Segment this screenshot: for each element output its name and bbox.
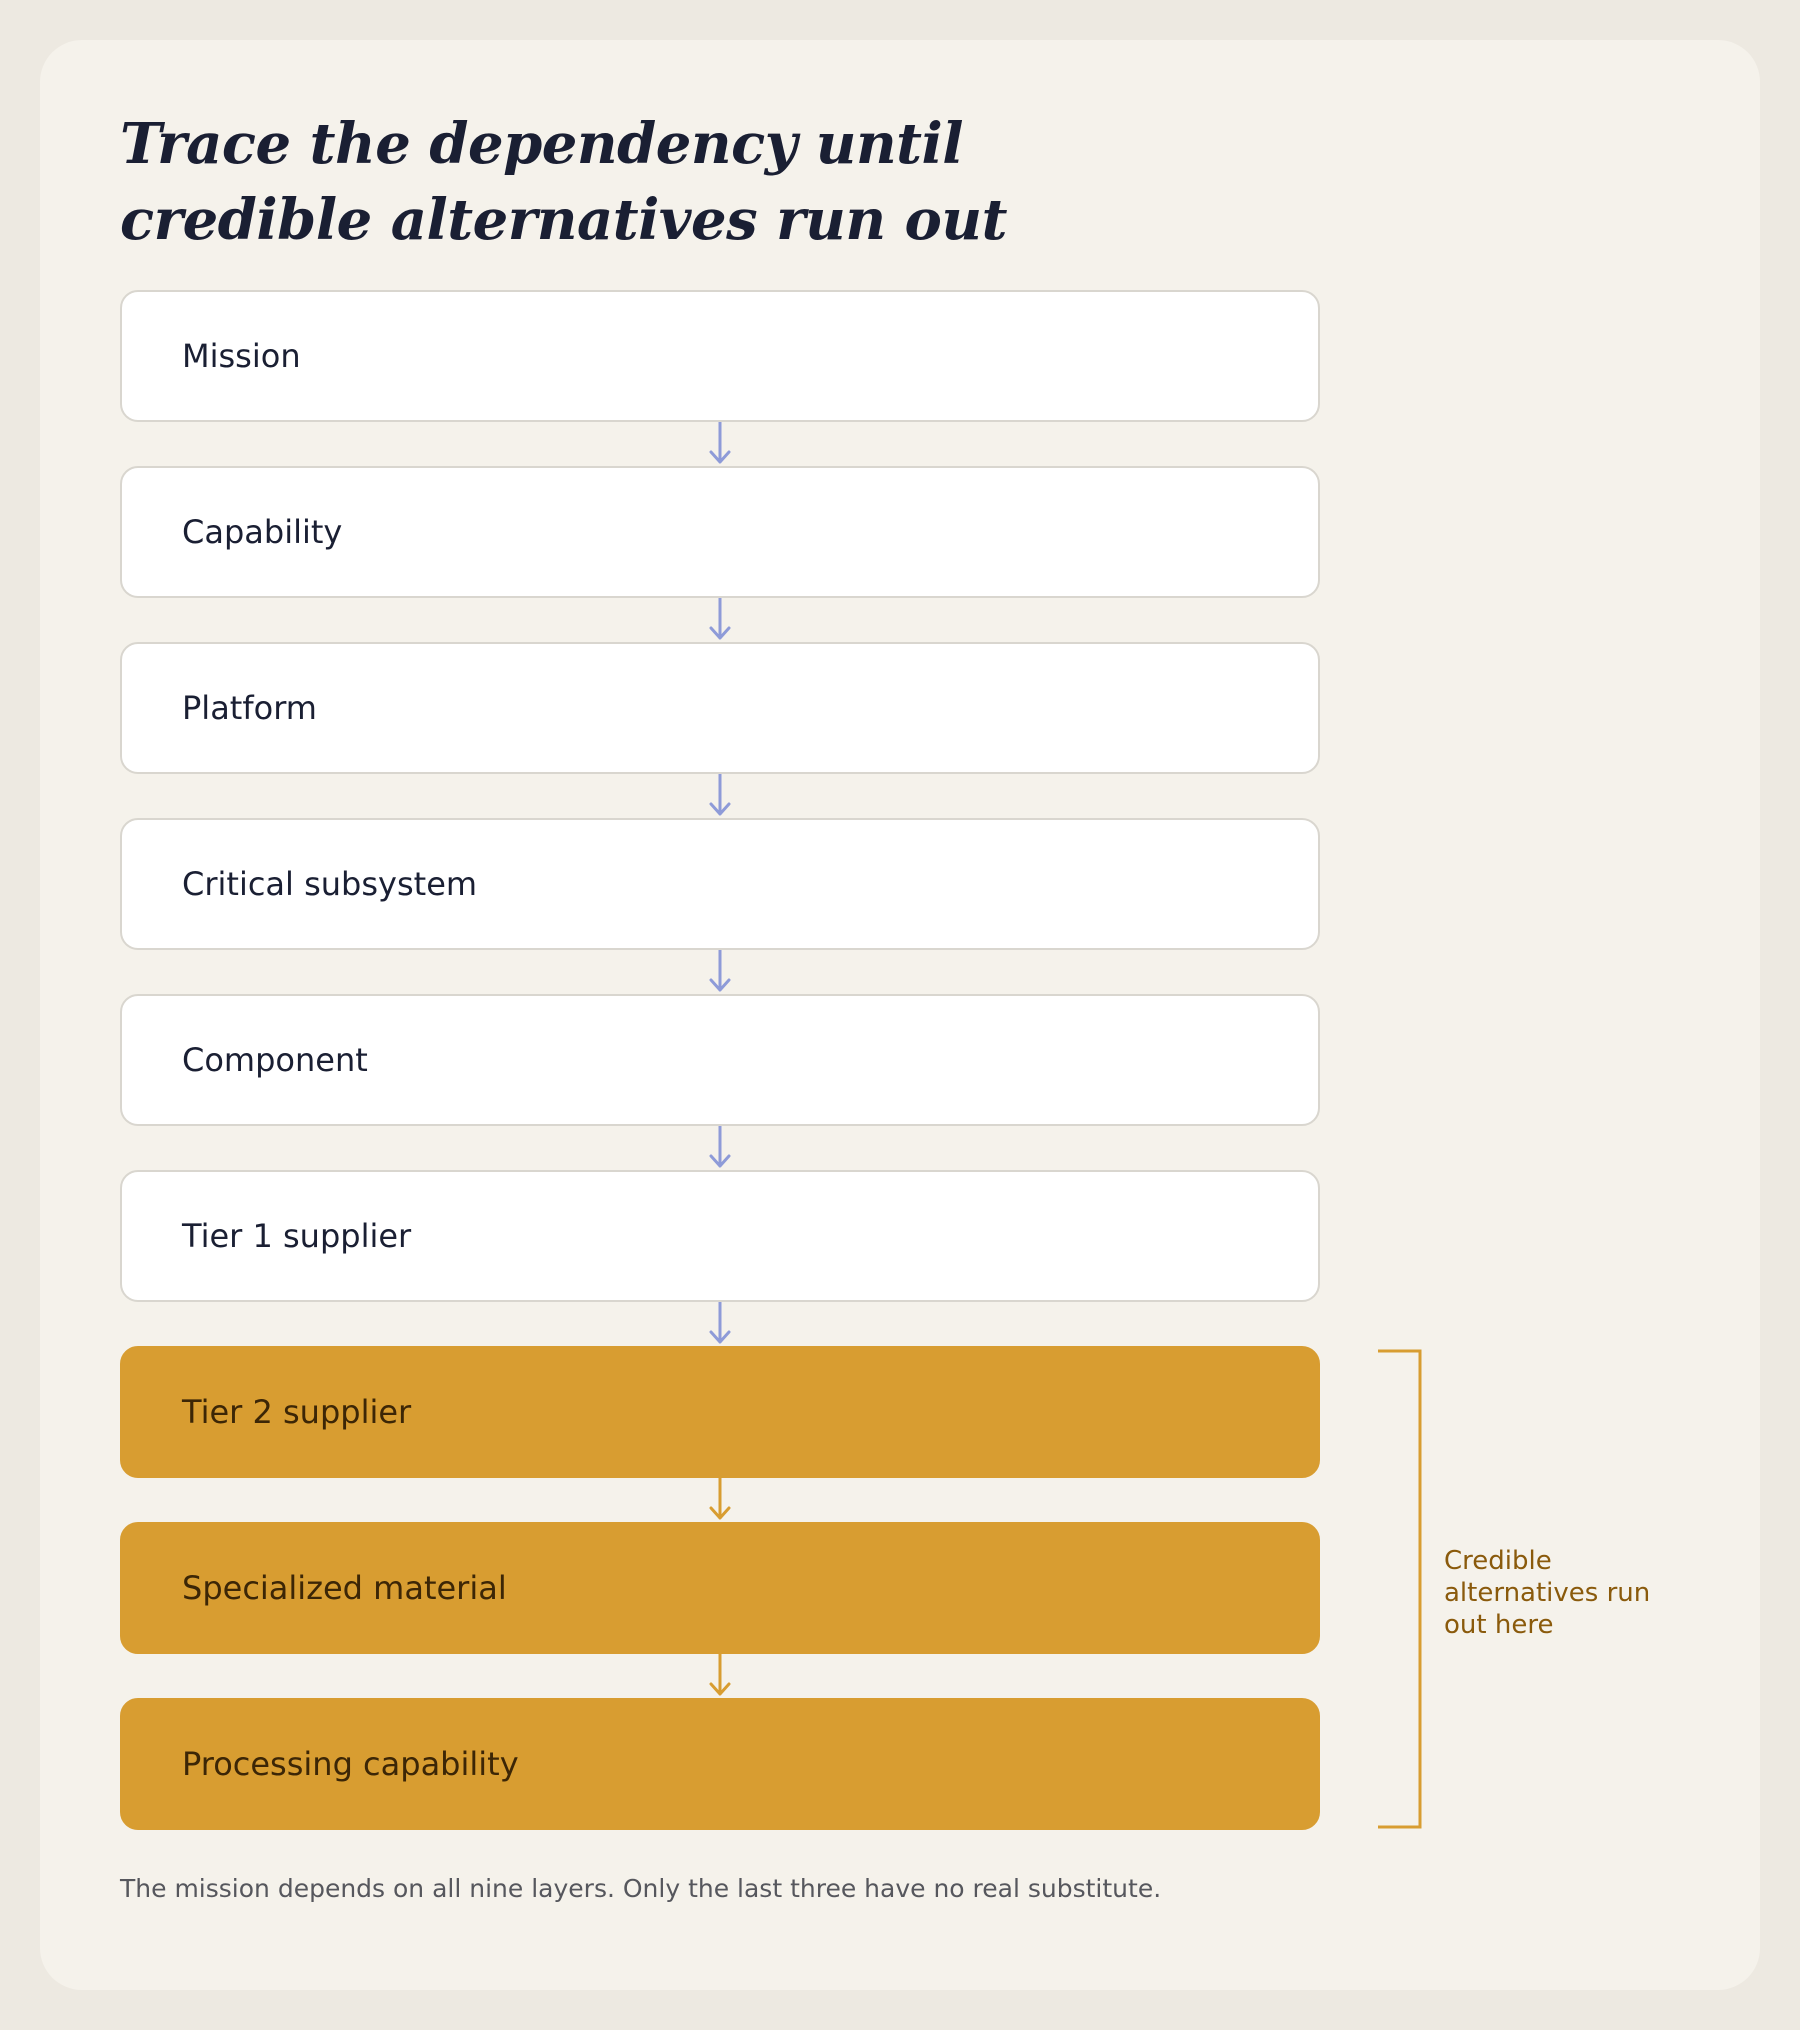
down-arrow-icon: [700, 1302, 740, 1346]
layer-label: Critical subsystem: [182, 865, 478, 903]
layer-label: Component: [182, 1041, 368, 1079]
layer-label: Specialized material: [182, 1569, 507, 1607]
layer-box: [120, 818, 1320, 950]
title-line-2: credible alternatives run out: [120, 187, 1007, 253]
layer-label: Tier 1 supplier: [182, 1217, 412, 1255]
layer-box: [120, 1346, 1320, 1478]
down-arrow-icon: [700, 1654, 740, 1698]
down-arrow-icon: [700, 950, 740, 994]
layer-box: [120, 466, 1320, 598]
layer-box: [120, 994, 1320, 1126]
layer-box: [120, 642, 1320, 774]
bracket-note: Credible alternatives run out here: [1444, 1546, 1651, 1640]
layer-box: [120, 1170, 1320, 1302]
footnote: The mission depends on all nine layers. Only the last three have no real substitute.: [120, 1874, 1162, 1903]
down-arrow-icon: [700, 1126, 740, 1170]
layer-label: Platform: [182, 689, 317, 727]
layer-box: [120, 1522, 1320, 1654]
down-arrow-icon: [700, 774, 740, 818]
layer-box: [120, 290, 1320, 422]
diagram-title: [120, 106, 1007, 258]
down-arrow-icon: [700, 598, 740, 642]
layer-label: Tier 2 supplier: [182, 1393, 412, 1431]
down-arrow-icon: [700, 1478, 740, 1522]
title-line-1: Trace the dependency until: [120, 111, 964, 177]
down-arrow-icon: [700, 422, 740, 466]
layer-label: Mission: [182, 337, 301, 375]
layer-label: Processing capability: [182, 1745, 519, 1783]
layer-box: [120, 1698, 1320, 1830]
critical-layers-bracket: [1374, 1348, 1424, 1830]
layer-label: Capability: [182, 513, 343, 551]
